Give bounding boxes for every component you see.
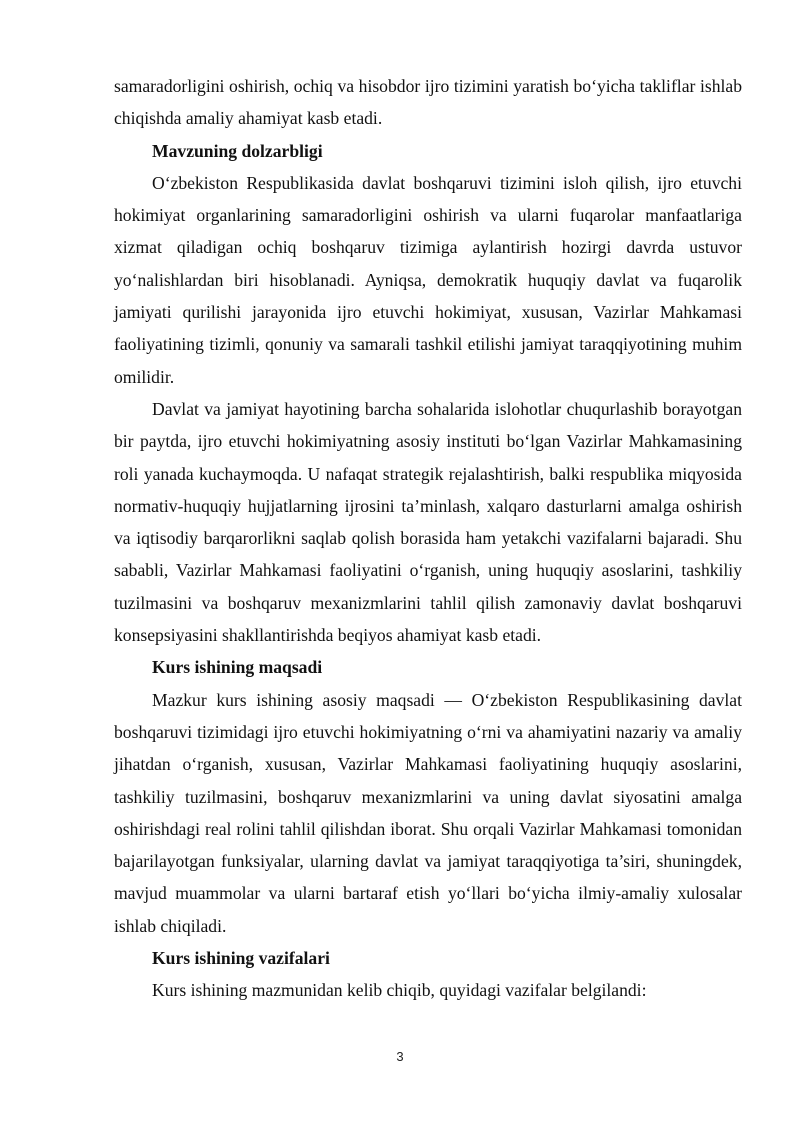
relevance-paragraph-1: O‘zbekiston Respublikasida davlat boshqaruvi tizimini isloh qilish, ijro etuvchi hokimiyat organlarining samaradorligini oshirish va ularni fuqarolar manfaatlariga xizmat qiladigan ochiq boshqaruv tizimiga aylantirish hozirgi davrda ustuvor yo‘nalishlardan biri hisoblanadi. Ayniqsa, demokratik huquqiy davlat va fuqarolik jamiyati qurilishi jarayonida ijro etuvchi hokimiyat, xususan, Vazirlar Mahkamasi faoliyatining tizimli, qonuniy va samarali tashkil etilishi jamiyat taraqqiyotining muhim omilidir. (114, 172, 742, 387)
section-heading-goal: Kurs ishining maqsadi (152, 657, 323, 678)
tasks-intro-paragraph: Kurs ishining mazmunidan kelib chiqib, quyidagi vazifalar belgilandi: (152, 980, 647, 1001)
page-number: 3 (396, 1049, 404, 1064)
intro-continuation-paragraph: samaradorligini oshirish, ochiq va hisobdor ijro tizimini yaratish bo‘yicha takliflar ishlab chiqishda amaliy ahamiyat kasb etadi. (114, 76, 742, 129)
relevance-paragraph-2: Davlat va jamiyat hayotining barcha sohalarida islohotlar chuqurlashib borayotgan bir paytda, ijro etuvchi hokimiyatning asosiy instituti bo‘lgan Vazirlar Mahkamasining roli yanada kuchaymoqda. U nafaqat strategik rejalashtirish, balki respublika miqyosida normativ-huquqiy hujjatlarning ijrosini ta’minlash, xalqaro dasturlarni amalga oshirish va iqtisodiy barqarorlikni saqlab qolish borasida ham yetakchi vazifalarni bajaradi. Shu sababli, Vazirlar Mahkamasi faoliyatini o‘rganish, uning huquqiy asoslarini, tashkiliy tuzilmasini va boshqaruv mexanizmlarini tahlil qilish zamonaviy davlat boshqaruvi konsepsiyasini shakllantirishda beqiyos ahamiyat kasb etadi. (114, 398, 742, 646)
page-body (114, 70, 742, 1007)
section-heading-tasks: Kurs ishining vazifalari (152, 948, 330, 969)
section-heading-relevance: Mavzuning dolzarbligi (152, 140, 323, 161)
goal-paragraph: Mazkur kurs ishining asosiy maqsadi — O‘zbekiston Respublikasining davlat boshqaruvi tizimidagi ijro etuvchi hokimiyatning o‘rni va ahamiyatini nazariy va amaliy jihatdan o‘rganish, xususan, Vazirlar Mahkamasi faoliyatining huquqiy asoslarini, tashkiliy tuzilmasini, boshqaruv mexanizmlarini va uning davlat siyosatini amalga oshirishdagi real rolini tahlil qilishdan iborat. Shu orqali Vazirlar Mahkamasi tomonidan bajarilayotgan funksiyalar, ularning davlat va jamiyat taraqqiyotiga ta’siri, shuningdek, mavjud muammolar va ularni bartaraf etish yo‘llari bo‘yicha ilmiy-amaliy xulosalar ishlab chiqiladi. (114, 689, 742, 936)
